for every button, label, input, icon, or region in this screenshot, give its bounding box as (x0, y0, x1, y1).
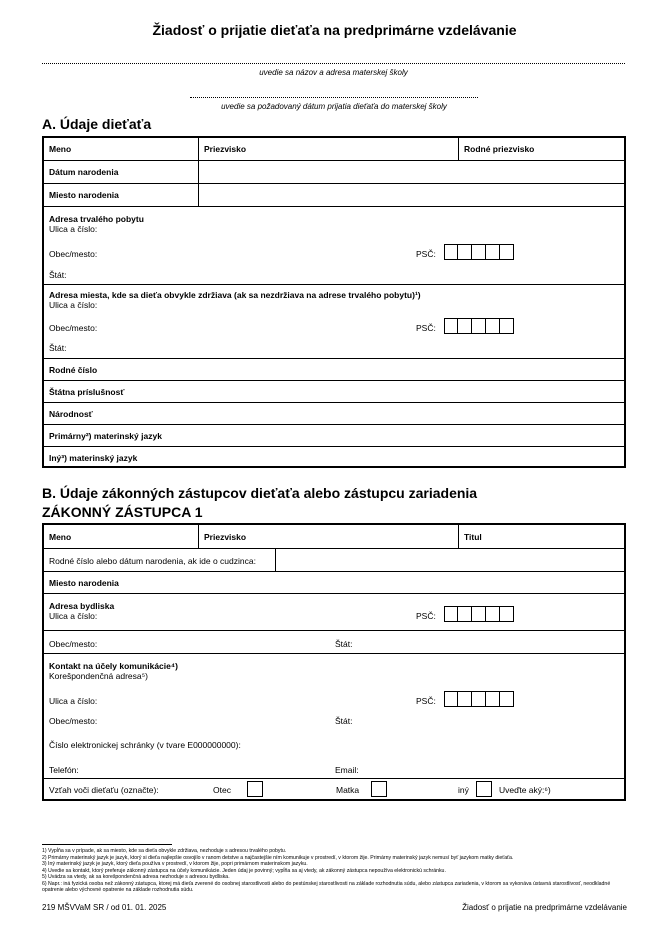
iny-checkbox[interactable] (476, 781, 492, 797)
stat-label: Štát: (49, 270, 67, 280)
section-b-heading: B. Údaje zákonných zástupcov dieťaťa alebo zástupcu zariadenia (42, 485, 478, 501)
guardian-birth-place-row[interactable] (44, 571, 624, 593)
footnote-3: 3) Iný materinský jazyk je jazyk, ktorý dieťa používa v prostredí, v ktorom žije, popri primárnom materinskom jazyku. (42, 861, 308, 867)
uvedte-label: Uveďte aký:⁶) (499, 785, 551, 795)
psc-boxes-2[interactable] (444, 318, 514, 334)
footnote-6: 6) Napr.: iná fyzická osoba než zákonný zástupca, ktorej má dieťa zverené do osobnej starostlivosti alebo do pestúnskej starostlivosti na základe rozhodnutia súdu, alebo zástupca zariadenia, v ktorom sa vykonáva ústavná starostlivosť, neodkladné opatrenie alebo výchovné opatrenie na základe rozhodnutia súdu. (42, 880, 611, 893)
guardian-table (42, 523, 626, 801)
g-psc-boxes-2[interactable] (444, 691, 514, 707)
stat-label-2: Štát: (49, 343, 67, 353)
otec-label: Otec (213, 785, 231, 795)
g-adresa-label: Adresa bydliska (49, 601, 115, 611)
datum-narodenia-label: Dátum narodenia (49, 167, 119, 177)
adresa-ms-label: Adresa miesta, kde sa dieťa obvykle zdržiava (ak sa nezdržiava na adrese trvalého pobytu)¹) (49, 290, 421, 300)
matka-label: Matka (336, 785, 360, 795)
footnote-1: 1) Vypĺňa sa v prípade, ak sa miesto, kde sa dieťa obvykle zdržiava, nezhoduje s adresou trvalého pobytu. (42, 848, 287, 854)
birth-number-row[interactable] (44, 358, 624, 380)
ulica-label-2: Ulica a číslo: (49, 300, 98, 310)
adresa-tp-label: Adresa trvalého pobytu (49, 214, 144, 224)
footer-form-title: Žiadosť o prijatie na predprimárne vzdelávanie (462, 903, 627, 912)
g-meno-label: Meno (49, 532, 72, 542)
miesto-narodenia-label: Miesto narodenia (49, 190, 119, 200)
g-obec-label-2: Obec/mesto: (49, 716, 98, 726)
admission-date-hint: uvedie sa požadovaný dátum prijatia dieťaťa do materskej školy (221, 102, 447, 111)
obec-label: Obec/mesto: (49, 249, 98, 259)
g-ulica-label-2: Ulica a číslo: (49, 696, 98, 706)
footer-form-code: 219 MŠVVaM SR / od 01. 01. 2025 (42, 903, 167, 912)
guardian-address-block (44, 593, 624, 630)
footnote-4: 4) Uvedie sa kontakt, ktorý preferuje zákonný zástupca na účely komunikácie. Jeden údaj je povinný; vypĺňa sa aj vtedy, ak zákonný zástupca nepoužíva elektronickú schránku. (42, 867, 446, 874)
meno-label: Meno (49, 144, 72, 154)
iny-label: iný (458, 785, 469, 795)
iny-jazyk-label: Iný³) materinský jazyk (49, 453, 138, 463)
guardian-contact-block (44, 653, 624, 778)
guardian-name-row (44, 525, 624, 548)
g-email-label: Email: (335, 765, 359, 775)
g-telefon-label: Telefón: (49, 765, 79, 775)
g-schranka-label: Číslo elektronickej schránky (v tvare E000000000): (49, 740, 241, 750)
child-data-table (42, 136, 626, 468)
statna-prislusnost-label: Štátna príslušnosť (49, 387, 125, 397)
nationality-row[interactable] (44, 402, 624, 424)
primary-language-row[interactable] (44, 424, 624, 446)
g-psc-boxes[interactable] (444, 606, 514, 622)
g-korespondencna-label: Korešpondenčná adresa⁵) (49, 671, 148, 681)
footnote-2: 2) Primárny materinský jazyk je jazyk, ktorý si dieťa najlepšie osvojilo v ranom detstve a najčastejšie ním komunikuje v prostredí, v ktorom žije. Primárny materinský jazyk nemusí byť jazykom matky dieťaťa. (42, 854, 514, 861)
g-priezvisko-label: Priezvisko (204, 532, 247, 542)
g-stat-label: Štát: (335, 639, 353, 649)
relationship-row (44, 778, 624, 799)
g-stat-label-2: Štát: (335, 716, 353, 726)
matka-checkbox[interactable] (371, 781, 387, 797)
g-psc-label-2: PSČ: (416, 696, 436, 706)
admission-date-line[interactable] (190, 97, 478, 98)
guardian-birth-number-row[interactable] (44, 548, 624, 571)
school-name-hint: uvedie sa názov a adresa materskej školy (259, 68, 408, 77)
psc-label-2: PSČ: (416, 323, 436, 333)
g-titul-label: Titul (464, 532, 482, 542)
g-kontakt-label: Kontakt na účely komunikácie⁴) (49, 661, 178, 671)
footnote-5: 5) Uvádza sa vtedy, ak sa korešpondenčná adresa nezhoduje s adresou bydliska. (42, 874, 230, 880)
obec-label-2: Obec/mesto: (49, 323, 98, 333)
psc-label: PSČ: (416, 249, 436, 259)
primarny-jazyk-label: Primárny²) materinský jazyk (49, 431, 162, 441)
vztah-label: Vzťah voči dieťaťu (označte): (49, 785, 159, 795)
citizenship-row[interactable] (44, 380, 624, 402)
g-psc-label: PSČ: (416, 611, 436, 621)
g-ulica-label: Ulica a číslo: (49, 611, 98, 621)
priezvisko-label: Priezvisko (204, 144, 247, 154)
g-obec-label: Obec/mesto: (49, 639, 98, 649)
residence-address-block (44, 284, 624, 358)
ulica-label: Ulica a číslo: (49, 224, 98, 234)
name-row (44, 138, 624, 160)
footnotes (42, 848, 626, 894)
guardian-city-row[interactable] (44, 630, 624, 653)
other-language-row[interactable] (44, 446, 624, 466)
permanent-address-block (44, 206, 624, 284)
footnote-separator (42, 844, 172, 845)
g-rodne-cislo-label: Rodné číslo alebo dátum narodenia, ak ide o cudzinca: (49, 556, 256, 566)
g-miesto-narodenia-label: Miesto narodenia (49, 578, 119, 588)
rodne-cislo-label: Rodné číslo (49, 365, 98, 375)
birth-place-row[interactable] (44, 183, 624, 206)
narodnost-label: Národnosť (49, 409, 93, 419)
page-title: Žiadosť o prijatie dieťaťa na predprimárne vzdelávanie (152, 22, 517, 38)
guardian-1-heading: ZÁKONNÝ ZÁSTUPCA 1 (42, 504, 203, 520)
birth-date-row[interactable] (44, 160, 624, 183)
rodne-priezvisko-label: Rodné priezvisko (464, 144, 535, 154)
school-name-line[interactable] (42, 63, 625, 64)
otec-checkbox[interactable] (247, 781, 263, 797)
section-a-heading: A. Údaje dieťaťa (42, 116, 152, 132)
psc-boxes[interactable] (444, 244, 514, 260)
